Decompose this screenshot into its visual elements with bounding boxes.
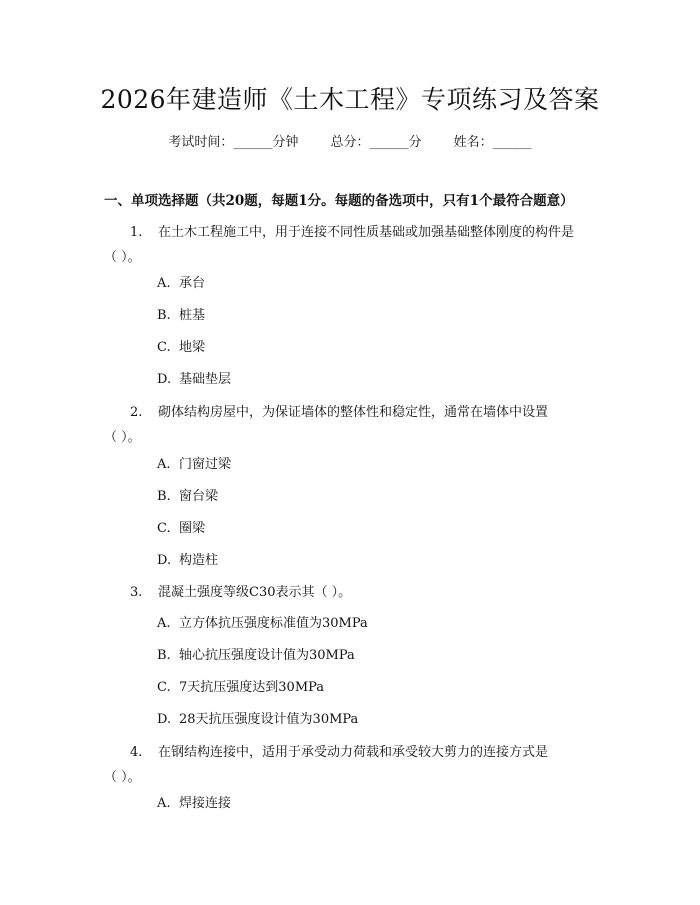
option-text: 焊接连接 bbox=[179, 796, 232, 811]
option-2a bbox=[157, 455, 231, 475]
question-text: 在钢结构连接中，适用于承受动力荷载和承受较大剪力的连接方式是 bbox=[158, 745, 549, 760]
option-text: 轴心抗压强度设计值为30MPa bbox=[179, 648, 355, 663]
option-letter: D. bbox=[157, 553, 172, 568]
option-3d bbox=[157, 710, 358, 730]
option-letter: B. bbox=[157, 489, 171, 504]
option-text: 地梁 bbox=[179, 340, 206, 355]
option-letter: A. bbox=[157, 276, 171, 291]
option-1b bbox=[157, 306, 205, 326]
exam-time-field: 考试时间：______分钟 bbox=[168, 135, 299, 150]
option-2c bbox=[157, 519, 205, 539]
option-2d bbox=[157, 551, 218, 571]
question-4 bbox=[104, 740, 604, 790]
option-text: 28天抗压强度设计值为30MPa bbox=[179, 712, 359, 727]
option-3b bbox=[157, 646, 355, 666]
exam-name-field: 姓名：______ bbox=[453, 135, 532, 150]
question-3 bbox=[104, 580, 604, 605]
option-letter: B. bbox=[157, 308, 171, 323]
question-text-continued: （ ）。 bbox=[104, 430, 141, 445]
option-letter: A. bbox=[157, 457, 171, 472]
question-number: 2. bbox=[130, 405, 143, 420]
option-text: 基础垫层 bbox=[179, 372, 232, 387]
question-text: 砌体结构房屋中，为保证墙体的整体性和稳定性，通常在墙体中设置 bbox=[158, 405, 549, 420]
option-letter: A. bbox=[157, 616, 171, 631]
option-text: 构造柱 bbox=[179, 553, 219, 568]
question-1 bbox=[104, 220, 604, 270]
option-1a bbox=[157, 274, 205, 294]
option-2b bbox=[157, 487, 218, 507]
exam-info-line bbox=[0, 131, 700, 150]
option-letter: C. bbox=[157, 340, 171, 355]
option-1d bbox=[157, 370, 231, 390]
option-text: 7天抗压强度达到30MPa bbox=[179, 680, 325, 695]
option-3c bbox=[157, 678, 324, 698]
question-text: 混凝土强度等级C30表示其（ ）。 bbox=[158, 585, 352, 600]
option-letter: D. bbox=[157, 372, 172, 387]
option-letter: D. bbox=[157, 712, 172, 727]
option-text: 窗台梁 bbox=[179, 489, 219, 504]
option-text: 门窗过梁 bbox=[179, 457, 232, 472]
document-title: 2026年建造师《土木工程》专项练习及答案 bbox=[100, 85, 600, 114]
question-2 bbox=[104, 400, 604, 450]
question-number: 1. bbox=[130, 225, 143, 240]
option-text: 承台 bbox=[179, 276, 206, 291]
exam-score-field: 总分：______分 bbox=[330, 135, 422, 150]
option-letter: A. bbox=[157, 796, 171, 811]
option-letter: C. bbox=[157, 680, 171, 695]
section-heading: 一、单项选择题（共20题，每题1分。每题的备选项中，只有1个最符合题意） bbox=[104, 193, 574, 209]
question-number: 3. bbox=[130, 585, 143, 600]
option-3a bbox=[157, 614, 368, 634]
option-text: 桩基 bbox=[179, 308, 206, 323]
option-letter: C. bbox=[157, 521, 171, 536]
option-text: 圈梁 bbox=[179, 521, 206, 536]
question-text-continued: （ ）。 bbox=[104, 770, 141, 785]
question-text: 在土木工程施工中，用于连接不同性质基础或加强基础整体刚度的构件是 bbox=[158, 225, 575, 240]
option-text: 立方体抗压强度标准值为30MPa bbox=[179, 616, 368, 631]
question-number: 4. bbox=[130, 745, 143, 760]
option-letter: B. bbox=[157, 648, 171, 663]
question-text-continued: （ ）。 bbox=[104, 250, 141, 265]
option-1c bbox=[157, 338, 205, 358]
option-4a bbox=[157, 794, 231, 814]
